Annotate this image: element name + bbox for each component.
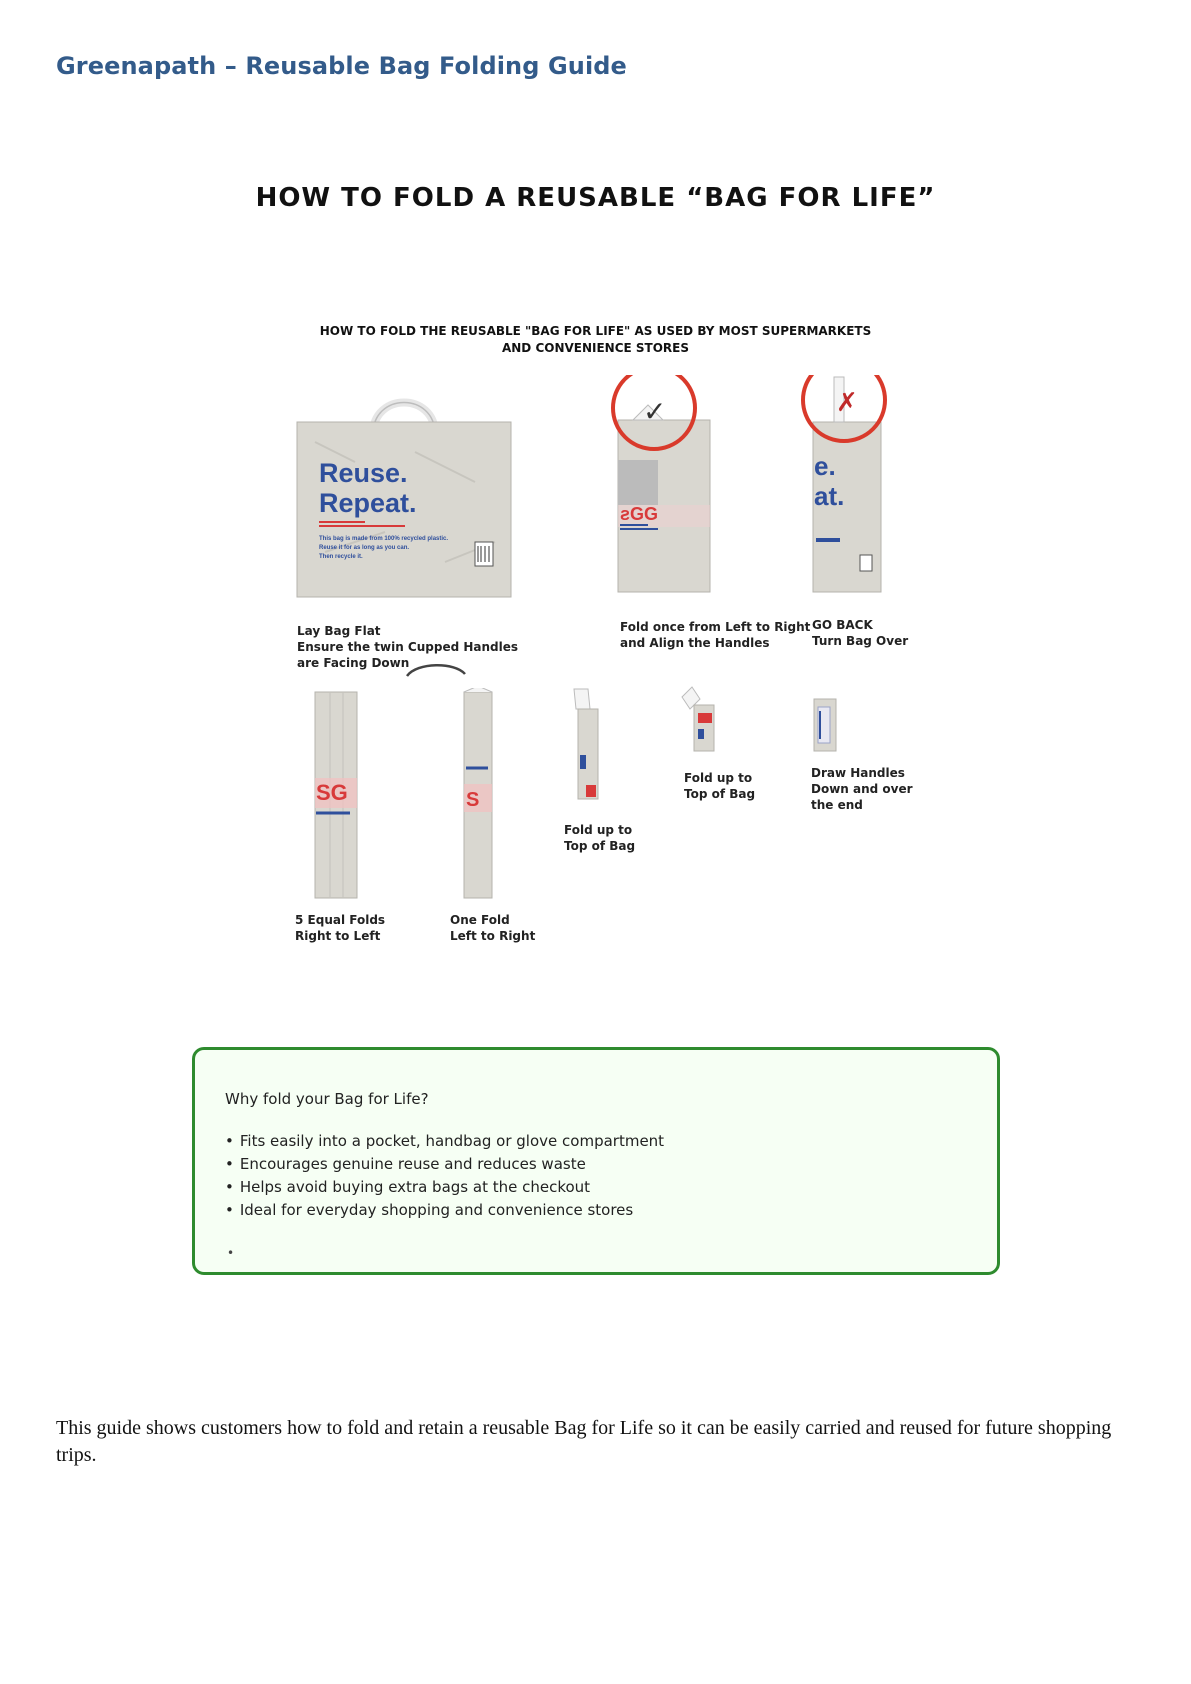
step-7-line-1: Fold up to bbox=[684, 771, 753, 785]
step-5-line-2: Left to Right bbox=[450, 929, 536, 943]
turn-over-illustration bbox=[778, 375, 908, 600]
step-turn-over-label bbox=[812, 617, 908, 649]
step-6-line-2: Top of Bag bbox=[564, 839, 636, 853]
bag-print-repeat: Repeat. bbox=[319, 488, 417, 518]
draw-handles-illustration bbox=[806, 695, 846, 755]
cross-icon: ✗ bbox=[836, 388, 858, 418]
step-1-line-1: Lay Bag Flat bbox=[297, 624, 381, 638]
poster-title: HOW TO FOLD A REUSABLE “BAG FOR LIFE” bbox=[255, 183, 936, 213]
step-7-line-2: Top of Bag bbox=[684, 787, 756, 801]
step-8-line-3: the end bbox=[811, 798, 863, 812]
poster-subtitle-line2: AND CONVENIENCE STORES bbox=[501, 341, 690, 355]
five-folds-illustration bbox=[300, 688, 370, 903]
svg-text:ƨGG: ƨGG bbox=[620, 504, 659, 524]
bag-print-small-2: Reuse it for as long as you can. bbox=[319, 545, 410, 551]
step-8-line-2: Down and over bbox=[811, 782, 913, 796]
handle-arc-icon bbox=[405, 660, 467, 678]
step-2-line-1: Fold once from Left to Right bbox=[620, 620, 811, 634]
step-2-line-2: and Align the Handles bbox=[620, 636, 770, 650]
flat-bag-illustration bbox=[295, 382, 515, 602]
bag-print-small-1: This bag is made from 100% recycled plastic. bbox=[319, 536, 449, 542]
step-draw-handles-label bbox=[811, 765, 913, 813]
step-1-line-2: Ensure the twin Cupped Handles bbox=[297, 640, 519, 654]
info-box-bullet-list bbox=[225, 1130, 664, 1222]
info-box-heading: Why fold your Bag for Life? bbox=[225, 1090, 429, 1108]
step-6-line-1: Fold up to bbox=[564, 823, 633, 837]
step-5-line-1: One Fold bbox=[450, 913, 510, 927]
poster-subtitle bbox=[0, 323, 1191, 357]
svg-text:e.: e. bbox=[814, 451, 836, 481]
info-box-trailing-mark: • bbox=[227, 1246, 235, 1260]
check-icon: ✓ bbox=[643, 395, 667, 428]
step-fold-up-2-label bbox=[684, 770, 755, 802]
step-3-line-1: GO BACK bbox=[812, 618, 873, 632]
document-title: Greenapath – Reusable Bag Folding Guide bbox=[56, 52, 627, 80]
bag-print-small-3: Then recycle it. bbox=[319, 554, 363, 560]
svg-text:at.: at. bbox=[814, 481, 845, 511]
step-4-line-1: 5 Equal Folds bbox=[295, 913, 386, 927]
fold-up-short-illustration bbox=[678, 685, 728, 755]
fold-once-illustration bbox=[588, 375, 723, 600]
fold-up-illustration bbox=[560, 685, 610, 805]
step-fold-once-label bbox=[620, 619, 810, 651]
list-item: • Fits easily into a pocket, handbag or glove compartment bbox=[225, 1130, 664, 1153]
list-item: • Ideal for everyday shopping and convenience stores bbox=[225, 1199, 664, 1222]
step-4-line-2: Right to Left bbox=[295, 929, 381, 943]
list-item: • Encourages genuine reuse and reduces waste bbox=[225, 1153, 664, 1176]
step-3-line-2: Turn Bag Over bbox=[812, 634, 909, 648]
one-fold-illustration bbox=[448, 688, 508, 903]
step-8-line-1: Draw Handles bbox=[811, 766, 905, 780]
bag-print-reuse: Reuse. bbox=[319, 458, 408, 488]
svg-text:S: S bbox=[466, 789, 480, 811]
step-one-fold-label bbox=[450, 912, 535, 944]
step-five-folds-label bbox=[295, 912, 385, 944]
step-fold-up-1-label bbox=[564, 822, 635, 854]
why-fold-info-box bbox=[192, 1047, 1000, 1275]
poster-subtitle-line1: HOW TO FOLD THE REUSABLE "BAG FOR LIFE" AS USED BY MOST SUPERMARKETS bbox=[319, 324, 872, 338]
svg-text:SG: SG bbox=[316, 780, 348, 805]
step-1-line-3: are Facing Down bbox=[297, 656, 410, 670]
list-item: • Helps avoid buying extra bags at the checkout bbox=[225, 1176, 664, 1199]
document-caption: This guide shows customers how to fold and retain a reusable Bag for Life so it can be easily carried and reused for future shopping trips. bbox=[56, 1417, 1112, 1466]
